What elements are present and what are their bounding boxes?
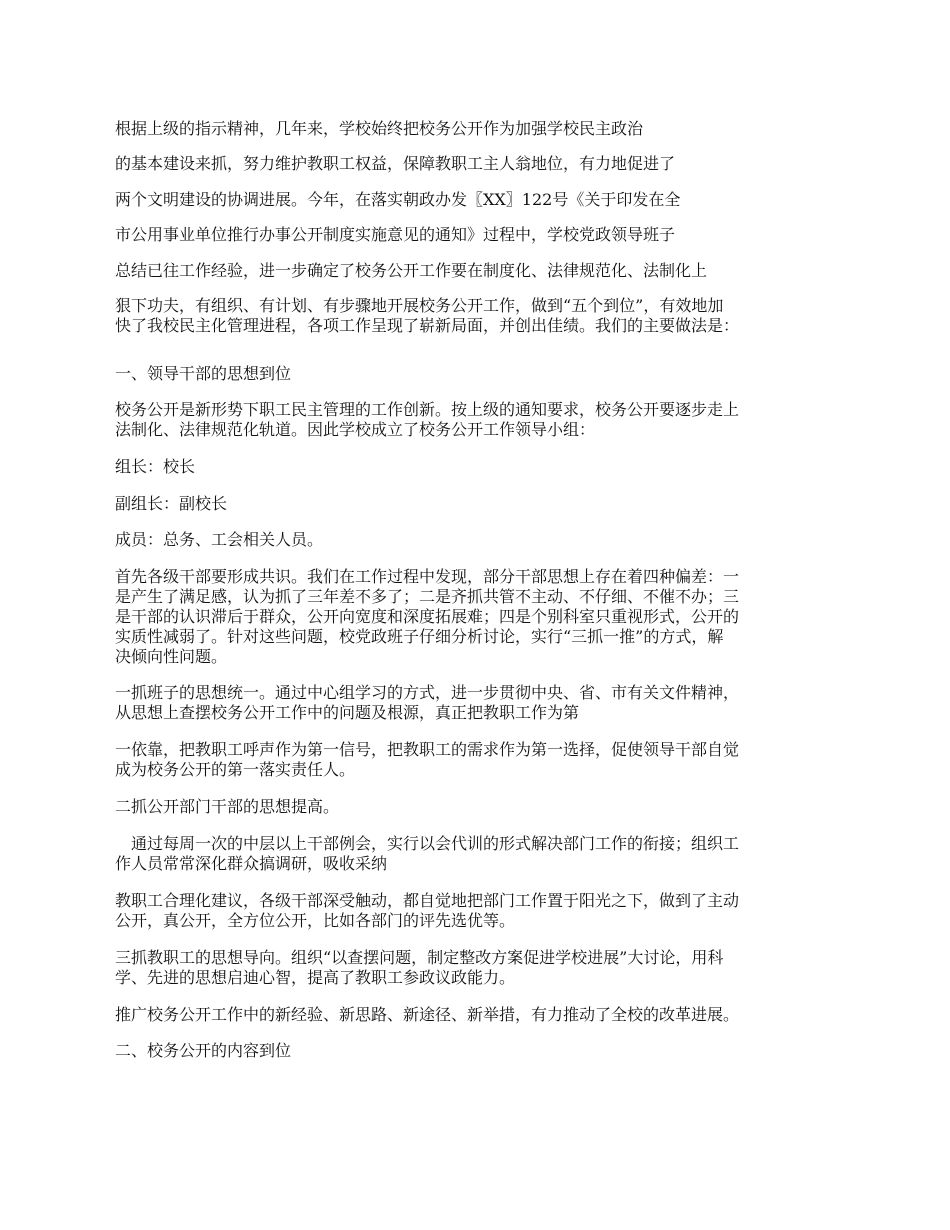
text-line: 二抓公开部门干部的思想提高。 — [115, 797, 340, 816]
paragraph — [115, 948, 723, 988]
paragraph — [115, 494, 227, 514]
text-line: 是干部的认识滞后于群众，公开向宽度和深度拓展难；四是个别科室只重视形式，公开的 — [115, 607, 740, 626]
paragraph — [115, 457, 195, 477]
text-line: 组长：校长 — [115, 457, 196, 476]
text-line: 的基本建设来抓，努力维护教职工权益，保障教职工主人翁地位，有力地促进了 — [115, 154, 676, 173]
text-line: 一抓班子的思想统一。通过中心组学习的方式，进一步贯彻中央、省、市有关文件精神， — [115, 683, 740, 702]
text-line: 法制化、法律规范化轨道。因此学校成立了校务公开工作领导小组： — [115, 420, 596, 439]
text-line: 总结已往工作经验，进一步确定了校务公开工作要在制度化、法律规范化、法制化上 — [115, 261, 708, 280]
text-line: 决倾向性问题。 — [115, 647, 228, 666]
paragraph — [115, 119, 643, 139]
text-line: 市公用事业单位推行办事公开制度实施意见的通知》过程中，学校党政领导班子 — [115, 225, 676, 244]
paragraph — [115, 296, 739, 336]
text-line: 三抓教职工的思想导向。组织“以查摆问题，制定整改方案促进学校进展”大讨论，用科 — [115, 948, 724, 967]
paragraph — [115, 190, 680, 210]
text-line: 根据上级的指示精神，几年来，学校始终把校务公开作为加强学校民主政治 — [115, 119, 644, 138]
paragraph — [115, 891, 739, 931]
text-line: 成员：总务、工会相关人员。 — [115, 530, 324, 549]
text-line: 成为校务公开的第一落实责任人。 — [115, 760, 356, 779]
text-line: 从思想上查摆校务公开工作中的问题及根源，真正把教职工作为第 — [115, 703, 580, 722]
text-line: 副组长：副校长 — [115, 494, 228, 513]
text-line: 推广校务公开工作中的新经验、新思路、新途径、新举措，有力推动了全校的改革进展。 — [115, 1005, 740, 1024]
text-line: 两个文明建设的协调进展。今年，在落实朝政办发〖XX〗122号《关于印发在全 — [115, 190, 681, 209]
text-line: 首先各级干部要形成共识。我们在工作过程中发现，部分干部思想上存在着四种偏差：一 — [115, 567, 740, 586]
text-line: 是产生了满足感，认为抓了三年差不多了；二是齐抓共管不主动、不仔细、不催不办；三 — [115, 587, 740, 606]
paragraph — [115, 834, 739, 874]
text-line: 实质性减弱了。针对这些问题，校党政班子仔细分析讨论，实行“三抓一推”的方式，解 — [115, 627, 724, 646]
text-line: 公开，真公开，全方位公开，比如各部门的评先选优等。 — [115, 911, 516, 930]
text-line: 学、先进的思想启迪心智，提高了教职工参政议政能力。 — [115, 968, 516, 987]
paragraph — [115, 530, 323, 550]
paragraph — [115, 1005, 739, 1025]
paragraph — [115, 154, 675, 174]
paragraph — [115, 797, 339, 817]
text-line: 一依靠，把教职工呼声作为第一信号，把教职工的需求作为第一选择，促使领导干部自觉 — [115, 740, 740, 759]
text-line: 快了我校民主化管理进程，各项工作呈现了崭新局面，并创出佳绩。我们的主要做法是： — [115, 316, 740, 335]
paragraph — [115, 740, 739, 780]
paragraph — [115, 683, 739, 723]
paragraph — [115, 225, 675, 245]
paragraph — [115, 400, 739, 440]
text-line: 二、校务公开的内容到位 — [115, 1041, 292, 1060]
paragraph — [115, 567, 739, 667]
section-heading — [115, 1041, 291, 1061]
text-line: 狠下功夫，有组织、有计划、有步骤地开展校务公开工作，做到“五个到位”，有效地加 — [115, 296, 724, 315]
section-heading — [115, 364, 291, 384]
text-line: 作人员常常深化群众搞调研，吸收采纳 — [115, 854, 388, 873]
paragraph — [115, 261, 707, 281]
text-line: 校务公开是新形势下职工民主管理的工作创新。按上级的通知要求，校务公开要逐步走上 — [115, 400, 740, 419]
text-line: 通过每周一次的中层以上干部例会，实行以会代训的形式解决部门工作的衔接；组织工 — [131, 834, 740, 853]
text-line: 一、领导干部的思想到位 — [115, 364, 292, 383]
text-line: 教职工合理化建议，各级干部深受触动，都自觉地把部门工作置于阳光之下，做到了主动 — [115, 891, 740, 910]
